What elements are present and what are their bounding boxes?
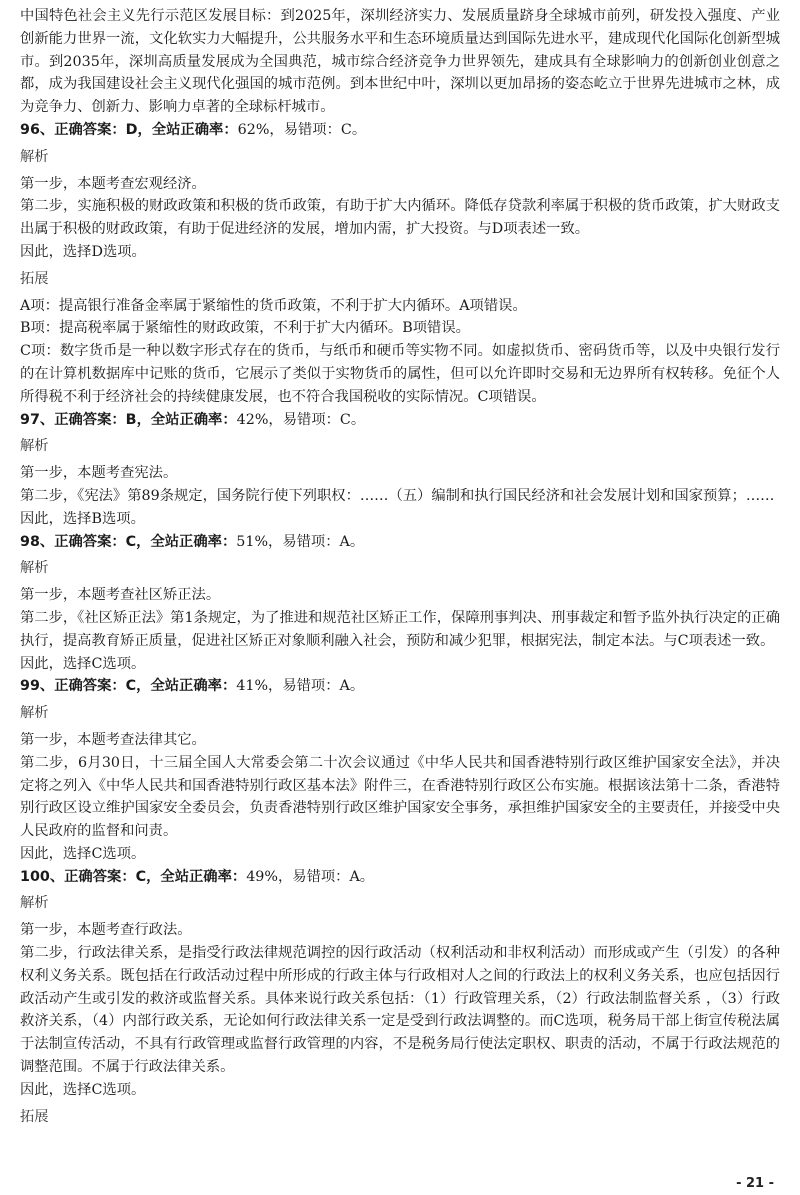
extension-label: 拓展 (20, 270, 49, 287)
step-two: 第二步，行政法律关系，是指受行政法律规范调控的因行政活动（权利活动和非权利活动）而形成或产生（引发）的各种权利义务关系。既包括在行政活动过程中所形成的行政主体与行政相对人之间的行政法上的权利义务关系，也应包括因行政活动产生或引发的救济或监督关系。具体来说行政关系包括：（1）行政管理关系，（2）行政法制监督关系 ，（3）行政救济关系，（4）内部行政关系，无论如何行政法律关系一定是受到行政法调整的。而C选项，税务局干部上街宣传税法属于法制宣传活动，不具有行政管理或监督行政管理的内容，不是税务局行使法定职权、职责的活动，不属于行政法规范的调整范围。不属于行政法律关系。 (20, 945, 780, 1076)
answer-header (20, 119, 780, 142)
conclusion: 因此，选择B选项。 (20, 510, 145, 527)
answer-stats: 41%，易错项：A。 (236, 678, 365, 695)
step-two: 第二步，《宪法》第89条规定，国务院行使下列职权：……（五）编制和执行国民经济和社会发展计划和国家预算；…… (20, 487, 775, 504)
step-two: 第二步，《社区矫正法》第1条规定，为了推进和规范社区矫正工作，保障刑事判决、刑事裁定和暂予监外执行决定的正确执行，提高教育矫正质量，促进社区矫正对象顺利融入社会，预防和减少犯罪，根据宪法，制定本法。与C项表述一致。 (20, 609, 780, 649)
analysis-label: 解析 (20, 560, 49, 577)
conclusion: 因此，选择C选项。 (20, 845, 146, 862)
answer-stats: 42%，易错项：C。 (236, 411, 366, 428)
extension-option-a: A项：提高银行准备金率属于紧缩性的货币政策，不利于扩大内循环。A项错误。 (20, 297, 527, 314)
answer-header (20, 531, 780, 554)
conclusion: 因此，选择C选项。 (20, 655, 146, 672)
answer-head-text: 99、正确答案：C，全站正确率： (20, 678, 237, 695)
intro-paragraph: 中国特色社会主义先行示范区发展目标：到2025年，深圳经济实力、发展质量跻身全球城市前列，研发投入强度、产业创新能力世界一流，文化软实力大幅提升，公共服务水平和生态环境质量达到国际先进水平，建成现代化国际化创新型城市。到2035年，深圳高质量发展成为全国典范，城市综合经济竞争力世界领先，建成具有全球影响力的创新创业创意之都，成为我国建设社会主义现代化强国的城市范例。到本世纪中叶，深圳以更加昂扬的姿态屹立于世界先进城市之林，成为竞争力、创新力、影响力卓著的全球标杆城市。 (20, 8, 780, 116)
question-97 (20, 409, 780, 531)
question-96 (20, 119, 780, 409)
analysis-label: 解析 (20, 895, 49, 912)
answer-stats: 49%，易错项：A。 (246, 868, 375, 885)
answer-head-text: 96、正确答案：D，全站正确率： (20, 121, 238, 138)
step-one: 第一步，本题考查行政法。 (20, 922, 192, 939)
step-two: 第二步，6月30日，十三届全国人大常委会第二十次会议通过《中华人民共和国香港特别行政区维护国家安全法》，并决定将之列入《中华人民共和国香港特别行政区基本法》附件三，在香港特别行政区公布实施。根据该法第十二条，香港特别行政区设立维护国家安全委员会，负责香港特别行政区维护国家安全事务，承担维护国家安全的主要责任，并接受中央人民政府的监督和问责。 (20, 754, 780, 840)
answer-header (20, 675, 780, 698)
page-number: - 21 - (736, 1176, 774, 1191)
question-100 (20, 866, 780, 1129)
extension-option-c: C项：数字货币是一种以数字形式存在的货币，与纸币和硬币等实物不同。如虚拟货币、密码货币等，以及中央银行发行的在计算机数据库中记账的货币，它展示了类似于实物货币的属性，但可以允许即时交易和无边界所有权转移。免征个人所得税不利于经济社会的持续健康发展，也不符合我国税收的实际情况。C项错误。 (20, 343, 780, 405)
step-one: 第一步，本题考查社区矫正法。 (20, 587, 221, 604)
extension-label: 拓展 (20, 1108, 49, 1125)
step-one: 第一步，本题考查宪法。 (20, 465, 178, 482)
answer-stats: 51%，易错项：A。 (236, 533, 365, 550)
question-99 (20, 675, 780, 865)
answer-head-text: 97、正确答案：B，全站正确率： (20, 411, 237, 428)
answer-header (20, 409, 780, 432)
answer-head-text: 98、正确答案：C，全站正确率： (20, 533, 237, 550)
extension-option-b: B项：提高税率属于紧缩性的财政政策，不利于扩大内循环。B项错误。 (20, 320, 470, 337)
answer-head-text: 100、正确答案：C，全站正确率： (20, 868, 247, 885)
conclusion: 因此，选择D选项。 (20, 243, 146, 260)
conclusion: 因此，选择C选项。 (20, 1081, 146, 1098)
step-two: 第二步，实施积极的财政政策和积极的货币政策，有助于扩大内循环。降低存贷款利率属于积极的货币政策，扩大财政支出属于积极的财政政策，有助于促进经济的发展，增加内需，扩大投资。与D项表述一致。 (20, 198, 780, 238)
step-one: 第一步，本题考查宏观经济。 (20, 175, 206, 192)
question-98 (20, 531, 780, 676)
analysis-label: 解析 (20, 148, 49, 165)
answer-header (20, 866, 780, 889)
step-one: 第一步，本题考查法律其它。 (20, 731, 206, 748)
answer-stats: 62%，易错项：C。 (237, 121, 367, 138)
analysis-label: 解析 (20, 705, 49, 722)
analysis-label: 解析 (20, 438, 49, 455)
